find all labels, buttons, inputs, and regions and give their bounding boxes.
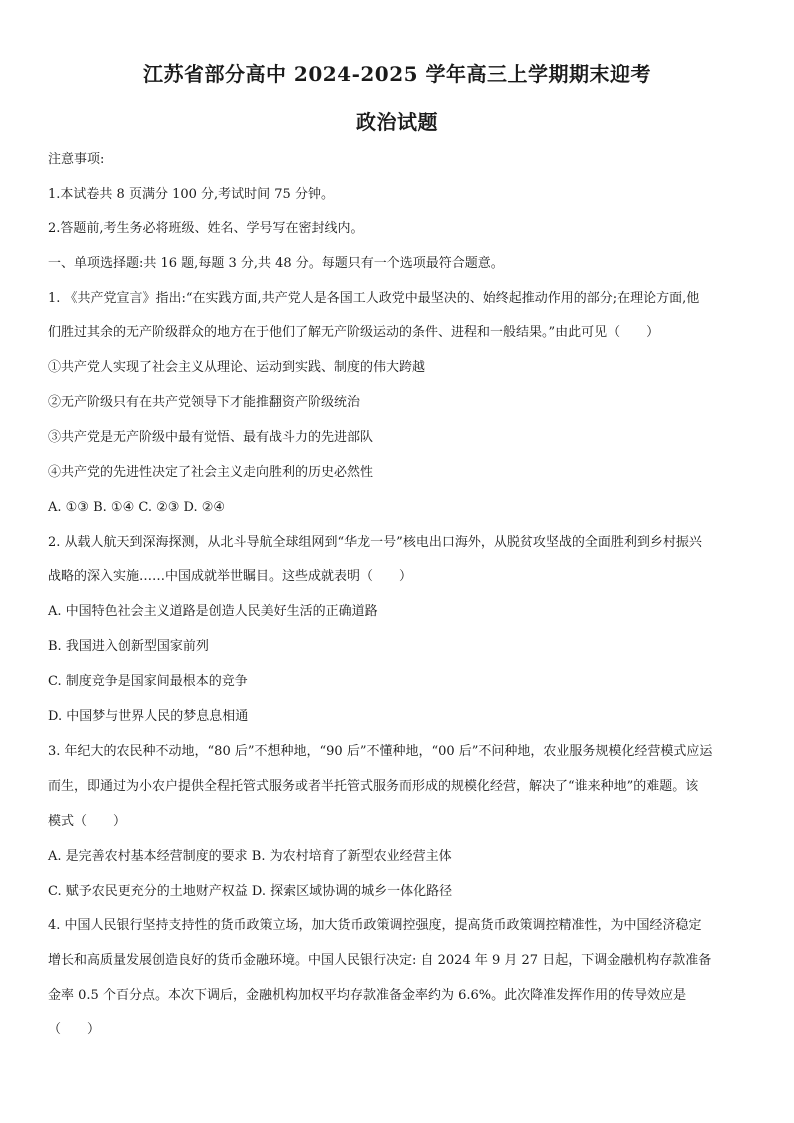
question-4-stem: （ ）	[48, 1022, 101, 1037]
section-heading: 一、单项选择题:共 16 题,每题 3 分,共 48 分。每题只有一个选项最符合题意。	[48, 256, 504, 271]
question-2-option: C. 制度竞争是国家间最根本的竞争	[48, 674, 248, 689]
question-2-option: A. 中国特色社会主义道路是创造人民美好生活的正确道路	[48, 604, 378, 619]
note-item: 2.答题前,考生务必将班级、姓名、学号写在密封线内。	[48, 221, 364, 236]
question-1-statement: ④共产党的先进性决定了社会主义走向胜利的历史必然性	[48, 465, 374, 480]
question-1-statement: ①共产党人实现了社会主义从理论、运动到实践、制度的伟大跨越	[48, 360, 426, 375]
question-2-stem: 2. 从载人航天到深海探测，从北斗导航全球组网到“华龙一号”核电出口海外，从脱贫攻坚战的全面胜利到乡村振兴	[48, 535, 702, 550]
question-3-options: C. 赋予农民更充分的土地财产权益 D. 探索区域协调的城乡一体化路径	[48, 884, 453, 899]
note-item: 1.本试卷共 8 页满分 100 分,考试时间 75 分钟。	[48, 187, 334, 202]
question-1-statement: ③共产党是无产阶级中最有觉悟、最有战斗力的先进部队	[48, 430, 374, 445]
question-4-stem: 金率 0.5 个百分点。本次下调后，金融机构加权平均存款准备金率约为 6.6%。此次降准发挥作用的传导效应是	[48, 988, 687, 1003]
question-2-option: D. 中国梦与世界人民的梦息息相通	[48, 709, 249, 724]
question-1-options: A. ①③ B. ①④ C. ②③ D. ②④	[48, 500, 226, 515]
question-3-stem: 模式（ ）	[48, 814, 127, 829]
question-1-stem: 们胜过其余的无产阶级群众的地方在于他们了解无产阶级运动的条件、进程和一般结果。”由此可见（ ）	[48, 325, 660, 340]
question-4-stem: 增长和高质量发展创造良好的货币金融环境。中国人民银行决定: 自 2024 年 9 月 27 日起，下调金融机构存款准备	[48, 953, 712, 968]
question-3-stem: 3. 年纪大的农民种不动地，“80 后”不想种地，“90 后”不懂种地，“00 后”不问种地，农业服务规模化经营模式应运	[48, 744, 713, 759]
question-2-stem: 战略的深入实施……中国成就举世瞩目。这些成就表明（ ）	[48, 569, 413, 584]
question-3-stem: 而生，即通过为小农户提供全程托管式服务或者半托管式服务而形成的规模化经营，解决了“谁来种地”的难题。该	[48, 779, 699, 794]
exam-subject: 政治试题	[356, 110, 438, 134]
notes-heading: 注意事项:	[48, 152, 105, 167]
question-2-option: B. 我国进入创新型国家前列	[48, 639, 209, 654]
question-1-stem: 1. 《共产党宣言》指出:“在实践方面,共产党人是各国工人政党中最坚决的、始终起推动作用的部分;在理论方面,他	[48, 291, 700, 306]
question-4-stem: 4. 中国人民银行坚持支持性的货币政策立场，加大货币政策调控强度，提高货币政策调控精准性，为中国经济稳定	[48, 918, 702, 933]
question-1-statement: ②无产阶级只有在共产党领导下才能推翻资产阶级统治	[48, 395, 361, 410]
exam-title: 江苏省部分高中 2024-2025 学年高三上学期期末迎考	[142, 62, 652, 86]
question-3-options: A. 是完善农村基本经营制度的要求 B. 为农村培育了新型农业经营主体	[48, 849, 452, 864]
